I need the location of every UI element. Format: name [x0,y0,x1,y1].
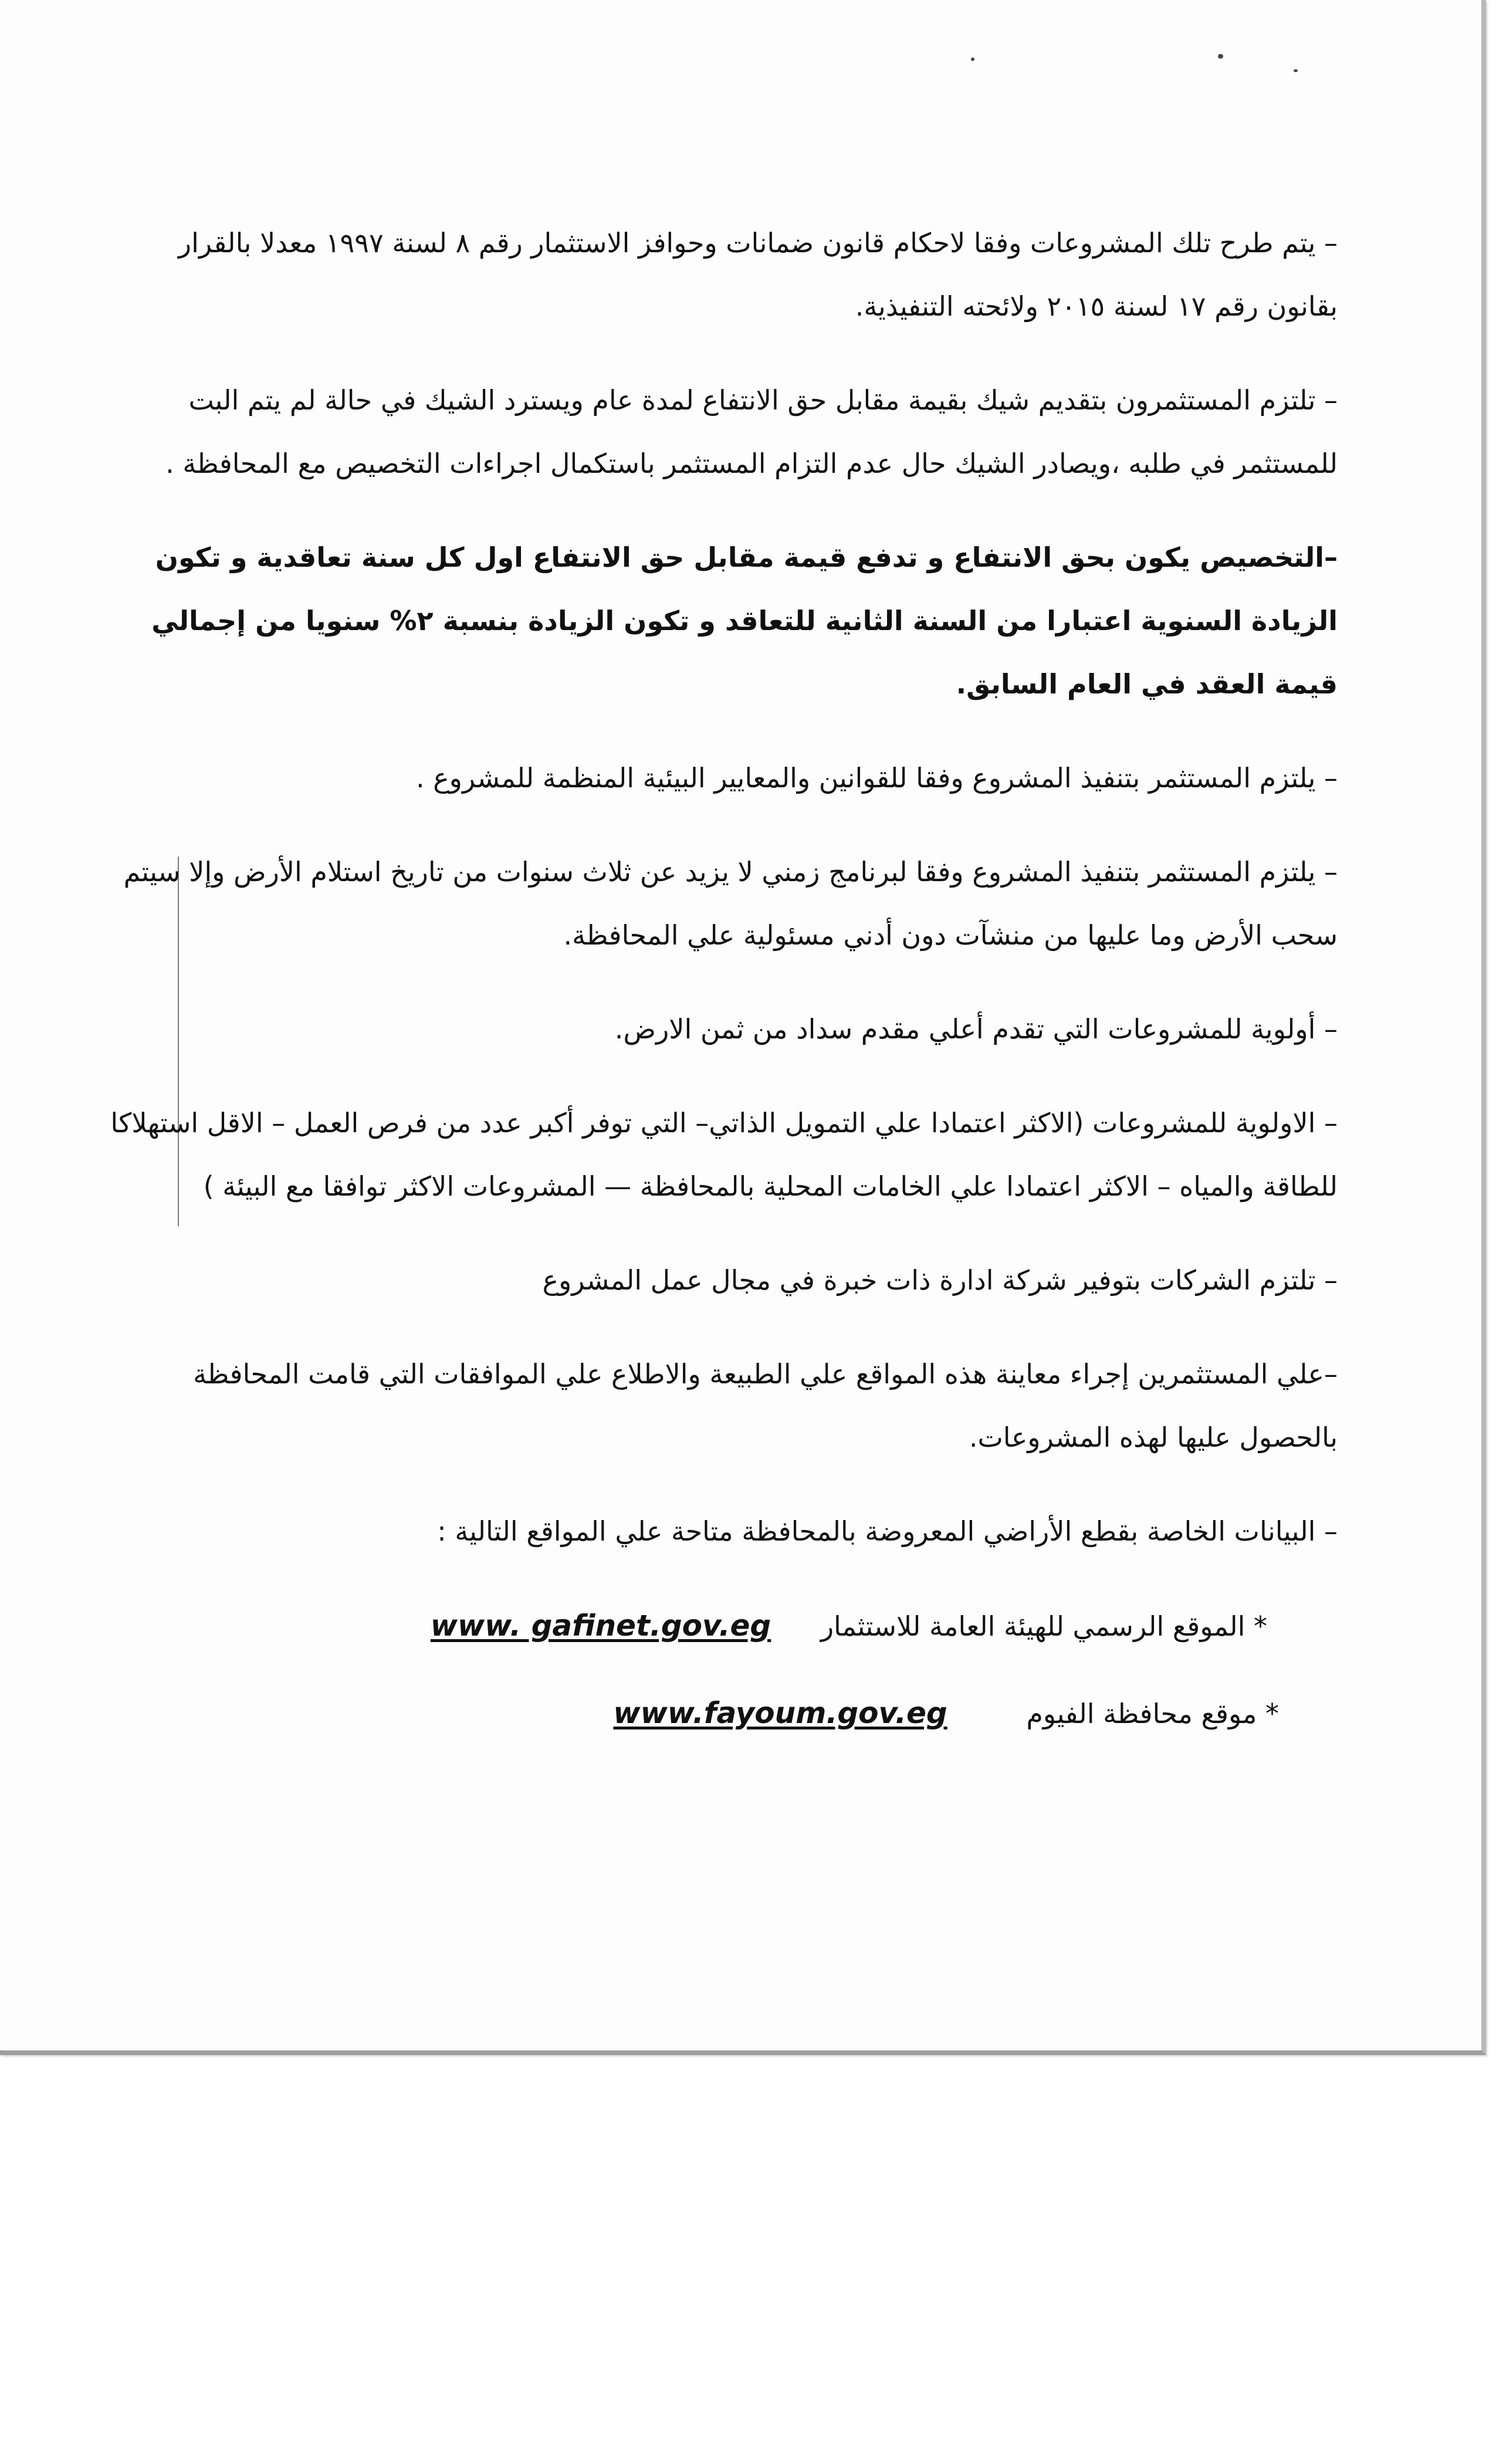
document-body [100,211,1338,1768]
website-item-fayoum [100,1681,1338,1746]
scan-speck [1294,69,1298,72]
paragraph-usufruct-terms: –التخصيص يكون بحق الانتفاع و تدفع قيمة مقابل حق الانتفاع اول كل سنة تعاقدية و تكون الزيادة السنوية اعتبارا من السنة الثانية للتعاقد و تكون الزيادة بنسبة ٢% سنويا من إجمالي قيمة العقد في العام السابق. [151,541,1338,700]
paragraph-down-payment-priority: – أولوية للمشروعات التي تقدم أعلي مقدم سداد من ثمن الارض. [614,1013,1338,1045]
paragraph-site-inspection: –علي المستثمرين إجراء معاينة هذه المواقع علي الطبيعة والاطلاع علي الموافقات التي قامت المحافظة بالحصول عليها لهذه المشروعات. [193,1358,1338,1453]
paragraph-legal-basis: – يتم طرح تلك المشروعات وفقا لاحكام قانون ضمانات وحوافز الاستثمار رقم ٨ لسنة ١٩٩٧ معدلا بالقرار بقانون رقم ١٧ لسنة ٢٠١٥ ولائحته التنفيذية. [178,227,1338,322]
website-label: * موقع محافظة الفيوم [1026,1698,1279,1729]
scan-speck [971,57,974,61]
paragraph-cheque-requirement: – تلتزم المستثمرون بتقديم شيك بقيمة مقابل حق الانتفاع لمدة عام ويسترد الشيك في حالة لم يتم البت للمستثمر في طلبه ،ويصادر الشيك حال عدم التزام المستثمر باستكمال اجراءات التخصيص مع المحافظة . [165,384,1338,479]
website-link-gafi[interactable]: www. gafinet.gov.eg [430,1609,771,1643]
website-item-gafi [100,1593,1338,1659]
paragraph-land-data: – البيانات الخاصة بقطع الأراضي المعروضة بالمحافظة متاحة علي المواقع التالية : [437,1515,1338,1547]
paragraph-execution-timeline: – يلتزم المستثمر بتنفيذ المشروع وفقا لبرنامج زمني لا يزيد عن ثلاث سنوات من تاريخ استلام الأرض وإلا سيتم سحب الأرض وما عليها من منشآت دون أدني مسئولية علي المحافظة. [123,856,1338,951]
paragraph-environmental-compliance: – يلتزم المستثمر بتنفيذ المشروع وفقا للقوانين والمعايير البيئية المنظمة للمشروع . [415,762,1338,794]
paragraph-management-company: – تلتزم الشركات بتوفير شركة ادارة ذات خبرة في مجال عمل المشروع [542,1264,1338,1296]
website-label: * الموقع الرسمي للهيئة العامة للاستثمار [820,1610,1267,1642]
scan-speck [1218,54,1223,59]
website-link-fayoum[interactable]: www.fayoum.gov.eg [613,1696,947,1730]
paragraph-project-priority: – الاولوية للمشروعات (الاكثر اعتمادا علي التمويل الذاتي– التي توفر أكبر عدد من فرص العمل – الاقل استهلاكا للطاقة والمياه – الاكثر اعتمادا علي الخامات المحلية بالمحافظة — المشروعات الاكثر توافقا مع البيئة ) [110,1107,1338,1202]
